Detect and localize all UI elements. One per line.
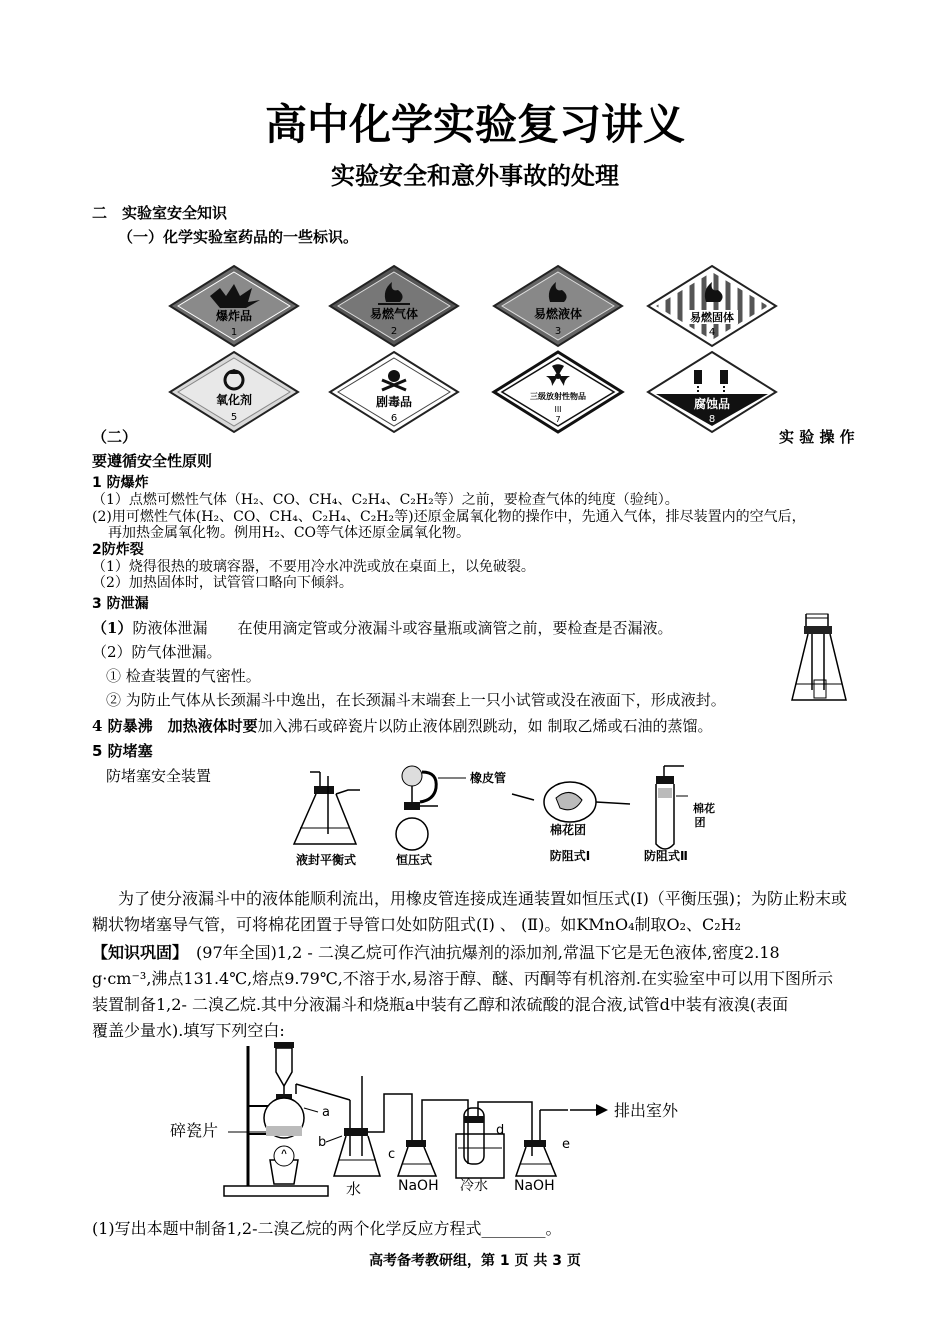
hazard-number-2: 2 [390, 326, 398, 337]
text-line: 再加热金属氧化物。例用H₂、CO等气体还原金属氧化物。 [108, 525, 471, 541]
subsection-heading-operation-right: 实 验 操 作 [779, 428, 855, 446]
hazard-sign-flammable-gas [330, 266, 458, 346]
hazard-sign-flammable-solid [648, 266, 776, 346]
fig2-label-c: c [388, 1147, 396, 1162]
liquid-seal-balance-apparatus [294, 772, 360, 867]
hazard-label-1: 爆炸品 [215, 309, 253, 323]
hazard-sign-flammable-liquid [494, 266, 622, 346]
text-line [92, 617, 672, 638]
text-line: （1）烧得很热的玻璃容器，不要用冷水冲洗或放在桌面上，以免破裂。 [92, 559, 535, 575]
dibromoethane-apparatus-figure [166, 1036, 726, 1204]
fig2-label-a: a [322, 1105, 330, 1120]
hazard-sign-explosive [170, 266, 298, 346]
hazard-number-5: 5 [230, 412, 238, 423]
knowledge-line [92, 940, 780, 963]
fig-label-block-2: 防阻式Ⅱ [644, 849, 688, 863]
hazard-number-7: 7 [555, 415, 561, 424]
fig-label-cotton-ball: 棉花团 [549, 823, 587, 837]
hazard-label-6: 剧毒品 [375, 395, 413, 409]
fig-label-cotton-b: 团 [694, 816, 706, 829]
knowledge-heading: 【知识巩固】 [92, 943, 181, 962]
liquid-seal-flask-figure [780, 610, 860, 710]
heading-anti-explosion: 1 防爆炸 [92, 475, 149, 491]
fig2-label-naoh-1: NaOH [398, 1178, 439, 1194]
text-line: （1）点燃可燃性气体（H₂、CO、CH₄、C₂H₄、C₂H₂等）之前，要检查气体的纯度（验纯）。 [92, 492, 679, 508]
text-line: （2）加热固体时，试管管口略向下倾斜。 [92, 575, 353, 591]
section-heading-safety: 二 实验室安全知识 [92, 204, 228, 222]
hazard-number-8: 8 [708, 414, 716, 425]
block-type-2-apparatus [644, 766, 715, 863]
paragraph-line: 为了使分液漏斗中的液体能顺利流出，用橡皮管连接成连通装置如恒压式(Ⅰ)（平衡压强)；为防止粉末或 [118, 889, 848, 908]
heading-anti-bumping: 4 防暴沸 加热液体时要 [92, 717, 258, 735]
hazard-label-4: 易燃固体 [690, 311, 734, 324]
fig2-label-d: d [496, 1123, 505, 1138]
subsection-heading-operation-left: （二） [92, 428, 138, 446]
fig2-label-water: 水 [346, 1180, 362, 1198]
fig-label-liquid-seal: 液封平衡式 [295, 853, 357, 867]
hazard-label-8: 腐蚀品 [693, 397, 731, 411]
constant-pressure-apparatus [396, 766, 438, 867]
question-1: (1)写出本题中制备1,2-二溴乙烷的两个化学反应方程式________。 [92, 1219, 562, 1238]
heading-anti-clog: 5 防堵塞 [92, 742, 153, 760]
fig-label-rubber-tube: 橡皮管 [470, 771, 507, 785]
hazard-signs-figure [160, 262, 780, 434]
text-line: ② 为防止气体从长颈漏斗中逸出，在长颈漏斗末端套上一只小试管或没在液面下，形成液封。 [106, 691, 726, 709]
page-title: 高中化学实验复习讲义 [264, 100, 685, 149]
hazard-sign-toxic [330, 352, 458, 432]
heading-anti-crack: 2防炸裂 [92, 542, 144, 558]
page-footer: 高考备考教研组，第 1 页 共 3 页 [369, 1253, 581, 1269]
hazard-sign-oxidizer [170, 352, 298, 432]
knowledge-line: 覆盖少量水).填写下列空白: [92, 1021, 285, 1040]
fig2-label-broken-porcelain: 碎瓷片 [170, 1121, 219, 1140]
text-line: （2）防气体泄漏。 [92, 643, 222, 661]
text-line: ① 检查装置的气密性。 [106, 667, 261, 685]
fig-label-const-pressure: 恒压式 [395, 853, 433, 867]
fig-label-block-1: 防阻式Ⅰ [549, 849, 591, 863]
paragraph-line: 糊状物堵塞导气管，可将棉花团置于导管口处如防阻式(Ⅰ) 、 (Ⅱ)。如KMnO₄制取O₂、C₂H₂ [92, 915, 742, 934]
block-type-1-apparatus [512, 782, 630, 863]
hazard-number-6: 6 [390, 413, 398, 424]
anti-bumping-text: 加入沸石或碎瓷片以防止液体剧烈跳动，如 制取乙烯或石油的蒸馏。 [257, 717, 713, 735]
subsection-heading-signs: （一）化学实验室药品的一些标识。 [118, 228, 359, 246]
safety-principle: 要遵循安全性原则 [92, 452, 213, 470]
fig2-label-b: b [318, 1135, 327, 1150]
hazard-label-5: 氧化剂 [215, 393, 253, 407]
knowledge-line: 装置制备1,2- 二溴乙烷.其中分液漏斗和烧瓶a中装有乙醇和浓硫酸的混合液,试管d中装有液溴(表面 [92, 995, 789, 1014]
knowledge-line: g·cm⁻³,沸点131.4℃,熔点9.79℃,不溶于水,易溶于醇、醚、丙酮等有机溶剂.在实验室中可以用下图所示 [92, 969, 833, 988]
hazard-label-7: 三级放射性物品 [530, 392, 586, 401]
hazard-roman-7: III [554, 405, 562, 414]
leak-item-index: （1） [92, 619, 133, 637]
hazard-number-1: 1 [230, 327, 238, 338]
fig2-label-cold-water: 冷水 [460, 1178, 488, 1194]
fig2-label-exhaust: 排出室外 [614, 1101, 679, 1120]
text-line [92, 715, 712, 736]
hazard-number-4: 4 [708, 327, 716, 338]
hazard-sign-corrosive [648, 352, 776, 432]
text-line: 防堵塞安全装置 [106, 767, 212, 785]
hazard-number-3: 3 [554, 326, 562, 337]
knowledge-text: (97年全国)1,2 - 二溴乙烷可作汽油抗爆剂的添加剂,常温下它是无色液体,密度2.18 [180, 943, 780, 962]
heading-anti-leak: 3 防泄漏 [92, 596, 149, 612]
anti-clog-apparatus-figure [280, 762, 760, 872]
leak-item-text: 防液体泄漏 在使用滴定管或分液漏斗或容量瓶或滴管之前，要检查是否漏液。 [132, 619, 673, 637]
fig2-label-e: e [562, 1137, 570, 1152]
page-subtitle: 实验安全和意外事故的处理 [331, 162, 619, 190]
hazard-label-3: 易燃液体 [533, 307, 583, 321]
hazard-sign-radioactive [494, 352, 622, 432]
fig2-label-naoh-2: NaOH [514, 1178, 555, 1194]
fig-label-cotton-a: 棉花 [693, 802, 715, 815]
text-line: (2)用可燃性气体(H₂、CO、CH₄、C₂H₄、C₂H₂等)还原金属氧化物的操作中，先通入气体，排尽装置内的空气后， [92, 509, 806, 525]
hazard-label-2: 易燃气体 [369, 307, 419, 321]
